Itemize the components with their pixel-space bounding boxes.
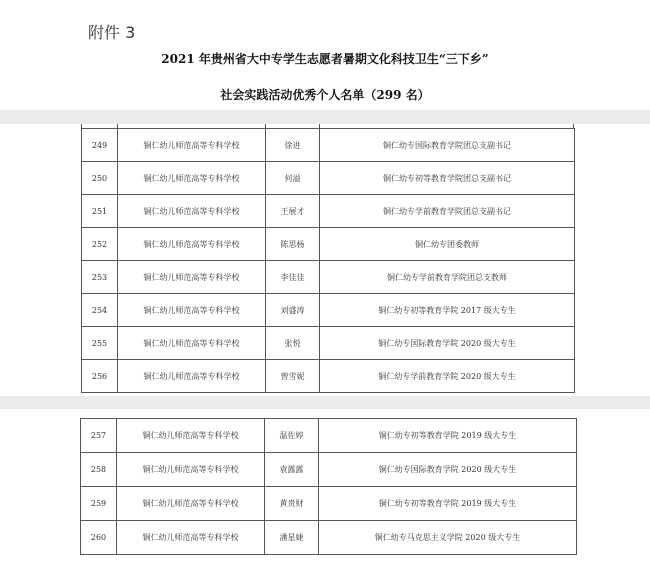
table-row — [82, 261, 575, 294]
table-row — [81, 419, 577, 453]
cell-position: 铜仁幼专初等教育学院 2019 级大专生 — [319, 487, 577, 521]
cell-position: 铜仁幼专初等教育学院 2017 级大专生 — [320, 294, 575, 327]
table-row — [82, 195, 575, 228]
cell-name: 黄贵财 — [265, 487, 319, 521]
cell-number: 255 — [82, 327, 118, 360]
cell-position: 铜仁幼专国际教育学院团总支副书记 — [320, 129, 575, 162]
table-row — [82, 327, 575, 360]
table-row — [82, 129, 575, 162]
cell-name: 何溢 — [266, 162, 320, 195]
table-row — [81, 487, 577, 521]
cell-school: 铜仁幼儿师范高等专科学校 — [117, 487, 265, 521]
cell-name: 刘盛涛 — [266, 294, 320, 327]
cell-name: 陈思杨 — [266, 228, 320, 261]
table-row — [82, 360, 575, 393]
table-row — [81, 521, 577, 555]
cell-school: 铜仁幼儿师范高等专科学校 — [118, 129, 266, 162]
cell-number: 249 — [82, 129, 118, 162]
honoree-table-page1 — [81, 128, 575, 393]
cell-position: 铜仁幼专初等教育学院 2019 级大专生 — [319, 419, 577, 453]
cell-name: 温佐婷 — [265, 419, 319, 453]
cell-number: 256 — [82, 360, 118, 393]
cell-number: 252 — [82, 228, 118, 261]
cell-name: 李佳佳 — [266, 261, 320, 294]
table-row — [81, 453, 577, 487]
cell-school: 铜仁幼儿师范高等专科学校 — [118, 162, 266, 195]
cell-position: 铜仁幼专马克思主义学院 2020 级大专生 — [319, 521, 577, 555]
attachment-label: 附件 3 — [88, 23, 136, 42]
cell-position: 铜仁幼专国际教育学院 2020 级大专生 — [319, 453, 577, 487]
table-row — [82, 162, 575, 195]
cell-school: 铜仁幼儿师范高等专科学校 — [117, 419, 265, 453]
cell-position: 铜仁幼专初等教育学院团总支副书记 — [320, 162, 575, 195]
cell-school: 铜仁幼儿师范高等专科学校 — [117, 453, 265, 487]
cell-position: 铜仁幼专学前教育学院团总支副书记 — [320, 195, 575, 228]
cell-name: 王展才 — [266, 195, 320, 228]
cell-position: 铜仁幼专学前教育学院团总支教师 — [320, 261, 575, 294]
document-title-line2: 社会实践活动优秀个人名单（299 名） — [220, 88, 430, 102]
cell-school: 铜仁幼儿师范高等专科学校 — [118, 195, 266, 228]
cell-number: 259 — [81, 487, 117, 521]
cell-name: 潘星婕 — [265, 521, 319, 555]
cell-school: 铜仁幼儿师范高等专科学校 — [118, 228, 266, 261]
document-page-header — [0, 0, 650, 110]
document-title-line1: 2021 年贵州省大中专学生志愿者暑期文化科技卫生“三下乡” — [161, 52, 489, 66]
cell-number: 257 — [81, 419, 117, 453]
cell-name: 曾雪妮 — [266, 360, 320, 393]
cell-number: 253 — [82, 261, 118, 294]
cell-school: 铜仁幼儿师范高等专科学校 — [118, 327, 266, 360]
cell-position: 铜仁幼专学前教育学院 2020 级大专生 — [320, 360, 575, 393]
cell-name: 张悦 — [266, 327, 320, 360]
cell-school: 铜仁幼儿师范高等专科学校 — [118, 360, 266, 393]
cell-name: 徐进 — [266, 129, 320, 162]
cell-number: 251 — [82, 195, 118, 228]
cell-number: 254 — [82, 294, 118, 327]
cell-name: 袁露露 — [265, 453, 319, 487]
cell-number: 250 — [82, 162, 118, 195]
honoree-table-page2 — [80, 418, 577, 555]
cell-position: 铜仁幼专团委教师 — [320, 228, 575, 261]
cell-school: 铜仁幼儿师范高等专科学校 — [118, 294, 266, 327]
cell-position: 铜仁幼专国际教育学院 2020 级大专生 — [320, 327, 575, 360]
cell-number: 260 — [81, 521, 117, 555]
cell-school: 铜仁幼儿师范高等专科学校 — [118, 261, 266, 294]
table-row — [82, 294, 575, 327]
cell-school: 铜仁幼儿师范高等专科学校 — [117, 521, 265, 555]
table-row — [82, 228, 575, 261]
cell-number: 258 — [81, 453, 117, 487]
